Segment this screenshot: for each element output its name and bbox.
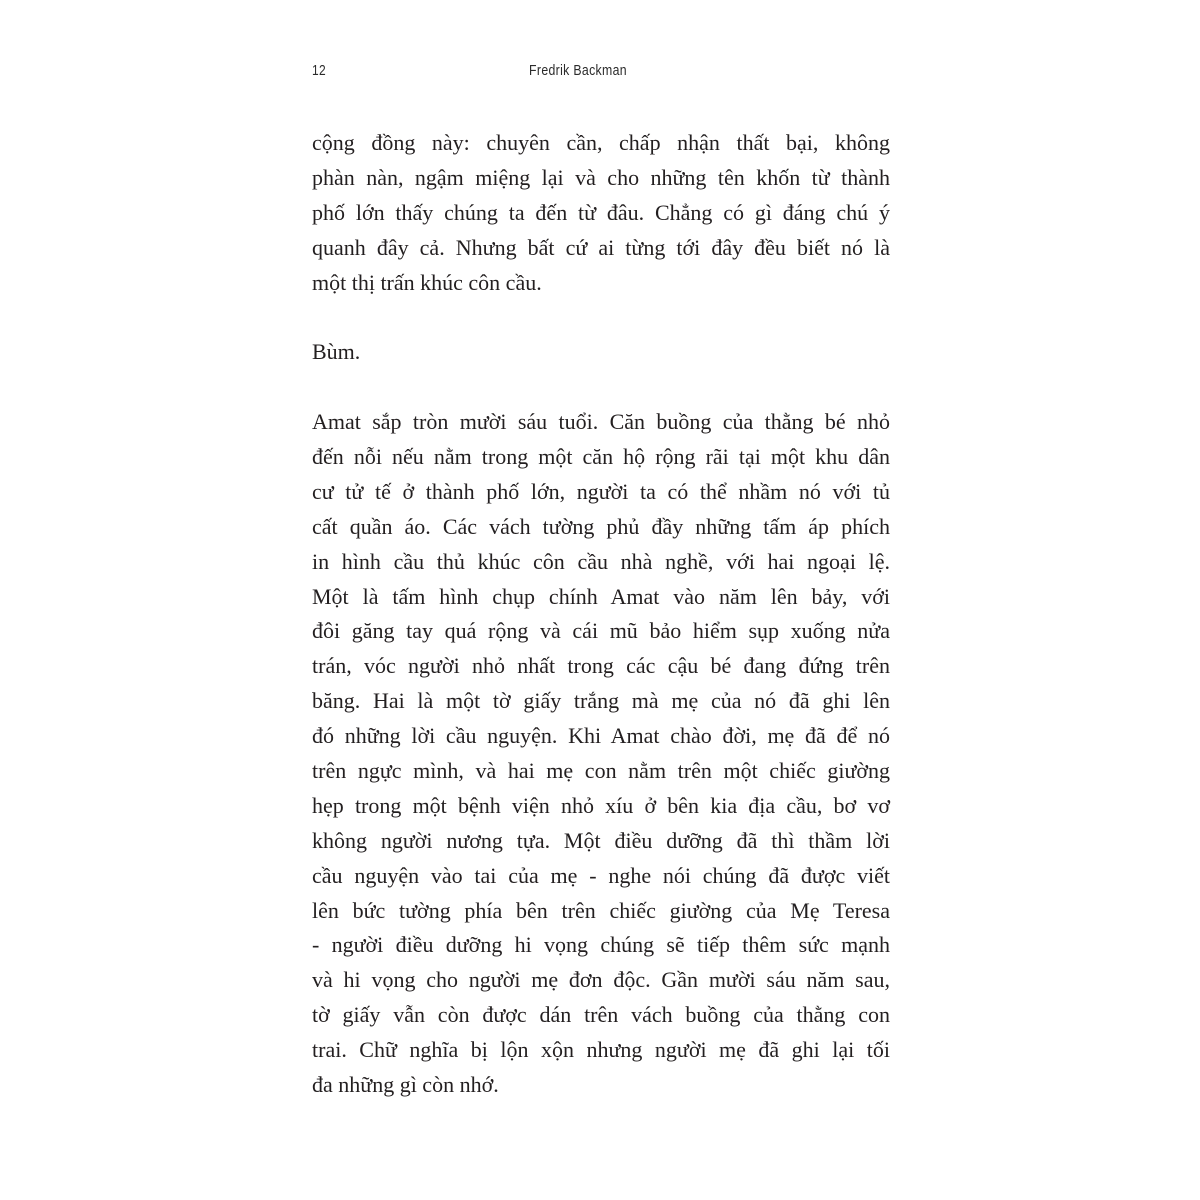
text-line: - người điều dưỡng hi vọng chúng sẽ tiếp thêm sức mạnh bbox=[312, 932, 890, 958]
text-line: Amat sắp tròn mười sáu tuổi. Căn buồng của thằng bé nhỏ bbox=[312, 409, 890, 435]
paragraph-1 bbox=[312, 126, 890, 300]
text-line: Một là tấm hình chụp chính Amat vào năm lên bảy, với bbox=[312, 583, 890, 609]
text-line: một thị trấn khúc côn cầu. bbox=[312, 269, 542, 295]
body-text bbox=[312, 126, 890, 1103]
text-line: cầu nguyện vào tai của mẹ - nghe nói chúng đã được viết bbox=[312, 862, 890, 888]
text-line: đó những lời cầu nguyện. Khi Amat chào đời, mẹ đã để nó bbox=[312, 723, 890, 749]
text-line: băng. Hai là một tờ giấy trắng mà mẹ của nó đã ghi lên bbox=[312, 688, 890, 714]
text-line: phố lớn thấy chúng ta đến từ đâu. Chẳng có gì đáng chú ý bbox=[312, 199, 890, 225]
text-line: cư tử tế ở thành phố lớn, người ta có thể nhầm nó với tủ bbox=[312, 478, 890, 504]
text-line: cất quần áo. Các vách tường phủ đầy những tấm áp phích bbox=[312, 513, 890, 539]
text-line: đến nỗi nếu nằm trong một căn hộ rộng rãi tại một khu dân bbox=[312, 444, 890, 470]
text-line: hẹp trong một bệnh viện nhỏ xíu ở bên kia địa cầu, bơ vơ bbox=[312, 792, 890, 818]
text-line: phàn nàn, ngậm miệng lại và cho những tên khốn từ thành bbox=[312, 164, 890, 190]
text-line: trai. Chữ nghĩa bị lộn xộn nhưng người mẹ đã ghi lại tối bbox=[312, 1037, 890, 1063]
text-line: lên bức tường phía bên trên chiếc giường của Mẹ Teresa bbox=[312, 897, 890, 923]
text-line: không người nương tựa. Một điều dưỡng đã thì thầm lời bbox=[312, 827, 890, 853]
text-line: in hình cầu thủ khúc côn cầu nhà nghề, với hai ngoại lệ. bbox=[312, 548, 890, 574]
text-line: trán, vóc người nhỏ nhất trong các cậu bé đang đứng trên bbox=[312, 653, 890, 679]
text-line: quanh đây cả. Nhưng bất cứ ai từng tới đây đều biết nó là bbox=[312, 234, 890, 260]
running-header bbox=[312, 62, 888, 86]
running-head-author: Fredrik Backman bbox=[529, 62, 627, 79]
text-line: đôi găng tay quá rộng và cái mũ bảo hiểm sụp xuống nửa bbox=[312, 618, 890, 644]
text-line: Bùm. bbox=[312, 339, 361, 365]
text-line: tờ giấy vẫn còn được dán trên vách buồng của thằng con bbox=[312, 1002, 890, 1028]
text-line: trên ngực mình, và hai mẹ con nằm trên một chiếc giường bbox=[312, 758, 890, 784]
text-line: và hi vọng cho người mẹ đơn độc. Gần mười sáu năm sau, bbox=[312, 967, 890, 993]
paragraph-2 bbox=[312, 335, 890, 370]
page-number: 12 bbox=[312, 62, 326, 79]
text-line: cộng đồng này: chuyên cần, chấp nhận thất bại, không bbox=[312, 130, 890, 155]
paragraph-3 bbox=[312, 405, 890, 1103]
text-line: đa những gì còn nhớ. bbox=[312, 1072, 499, 1098]
